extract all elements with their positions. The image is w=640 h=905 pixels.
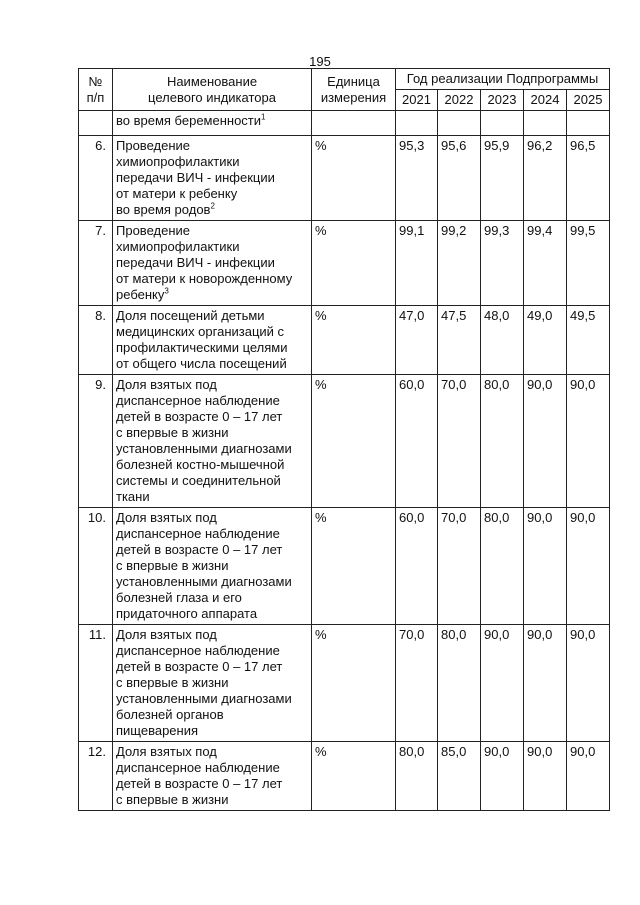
table-row (79, 306, 610, 375)
continuation-name: во время беременности$^1$ (113, 111, 312, 136)
value-cell: 96,2 (524, 136, 567, 221)
unit-cell: % (312, 221, 396, 306)
unit-cell: % (312, 625, 396, 742)
value-cell: 90,0 (567, 508, 610, 625)
footnote-mark: 3 (164, 286, 169, 296)
continuation-cell (396, 111, 438, 136)
indicator-name (113, 136, 312, 221)
header-year: 2024 (524, 90, 567, 111)
row-number: 8. (79, 306, 113, 375)
value-cell: 99,1 (396, 221, 438, 306)
unit-cell: % (312, 375, 396, 508)
indicator-name-text: Проведение химиопрофилактики передачи ВИЧ - инфекции от матери к ребенку во время родов (116, 138, 275, 217)
indicator-name-text: Доля взятых под диспансерное наблюдение детей в возрасте 0 – 17 лет с впервые в жизни установленными диагнозами болезней глаза и его придаточного аппарата (116, 510, 292, 621)
value-cell: 85,0 (438, 742, 481, 811)
table-row (79, 625, 610, 742)
value-cell: 48,0 (481, 306, 524, 375)
value-cell: 70,0 (396, 625, 438, 742)
value-cell: 95,3 (396, 136, 438, 221)
value-cell: 70,0 (438, 508, 481, 625)
value-cell: 80,0 (481, 508, 524, 625)
indicator-table (78, 68, 610, 811)
indicator-name (113, 375, 312, 508)
header-unit: Единица измерения (312, 69, 396, 111)
table-row (79, 136, 610, 221)
value-cell: 95,9 (481, 136, 524, 221)
table-row (79, 221, 610, 306)
unit-cell: % (312, 306, 396, 375)
indicator-name-text: Доля взятых под диспансерное наблюдение детей в возрасте 0 – 17 лет с впервые в жизни установленными диагнозами болезней костно-мышечной системы и соединительной ткани (116, 377, 292, 504)
value-cell: 90,0 (524, 375, 567, 508)
row-number: 6. (79, 136, 113, 221)
indicator-name (113, 221, 312, 306)
value-cell: 90,0 (524, 625, 567, 742)
header-year: 2025 (567, 90, 610, 111)
value-cell: 47,0 (396, 306, 438, 375)
value-cell: 90,0 (524, 742, 567, 811)
table-row (79, 375, 610, 508)
unit-cell: % (312, 742, 396, 811)
value-cell: 70,0 (438, 375, 481, 508)
value-cell: 90,0 (567, 625, 610, 742)
value-cell: 90,0 (567, 742, 610, 811)
header-num: № п/п (79, 69, 113, 111)
value-cell: 80,0 (481, 375, 524, 508)
value-cell: 99,3 (481, 221, 524, 306)
value-cell: 49,0 (524, 306, 567, 375)
header-year: 2021 (396, 90, 438, 111)
value-cell: 49,5 (567, 306, 610, 375)
indicator-name-text: Доля взятых под диспансерное наблюдение детей в возрасте 0 – 17 лет с впервые в жизни (116, 744, 283, 807)
page-number: 195 (309, 54, 331, 69)
value-cell: 80,0 (438, 625, 481, 742)
indicator-name (113, 306, 312, 375)
table-row (79, 742, 610, 811)
unit-cell: % (312, 136, 396, 221)
row-number: 7. (79, 221, 113, 306)
value-cell: 99,4 (524, 221, 567, 306)
footnote-mark: 1 (261, 112, 266, 122)
value-cell: 90,0 (481, 742, 524, 811)
value-cell: 90,0 (481, 625, 524, 742)
footnote-mark: 2 (210, 201, 215, 211)
value-cell: 99,5 (567, 221, 610, 306)
value-cell: 90,0 (524, 508, 567, 625)
unit-cell: % (312, 508, 396, 625)
continuation-unit (312, 111, 396, 136)
indicator-name-text: Проведение химиопрофилактики передачи ВИЧ - инфекции от матери к новорожденному ребенку (116, 223, 293, 302)
value-cell: 90,0 (567, 375, 610, 508)
row-number: 9. (79, 375, 113, 508)
continuation-cell (481, 111, 524, 136)
indicator-name (113, 625, 312, 742)
indicator-name (113, 742, 312, 811)
indicator-name (113, 508, 312, 625)
indicator-name-text: Доля взятых под диспансерное наблюдение детей в возрасте 0 – 17 лет с впервые в жизни установленными диагнозами болезней органов пищеварения (116, 627, 292, 738)
row-number: 12. (79, 742, 113, 811)
continuation-cell (524, 111, 567, 136)
row-number: 10. (79, 508, 113, 625)
continuation-num (79, 111, 113, 136)
value-cell: 96,5 (567, 136, 610, 221)
value-cell: 60,0 (396, 508, 438, 625)
value-cell: 47,5 (438, 306, 481, 375)
table-row (79, 508, 610, 625)
value-cell: 99,2 (438, 221, 481, 306)
header-name: Наименование целевого индикатора (113, 69, 312, 111)
continuation-row (79, 111, 610, 136)
header-year: 2023 (481, 90, 524, 111)
header-year: 2022 (438, 90, 481, 111)
header-row-top (79, 69, 610, 90)
value-cell: 95,6 (438, 136, 481, 221)
continuation-cell (438, 111, 481, 136)
value-cell: 80,0 (396, 742, 438, 811)
value-cell: 60,0 (396, 375, 438, 508)
continuation-cell (567, 111, 610, 136)
indicator-name-text: Доля посещений детьми медицинских организаций с профилактическими целями от общего числа посещений (116, 308, 288, 371)
header-years-title: Год реализации Подпрограммы (396, 69, 610, 90)
row-number: 11. (79, 625, 113, 742)
